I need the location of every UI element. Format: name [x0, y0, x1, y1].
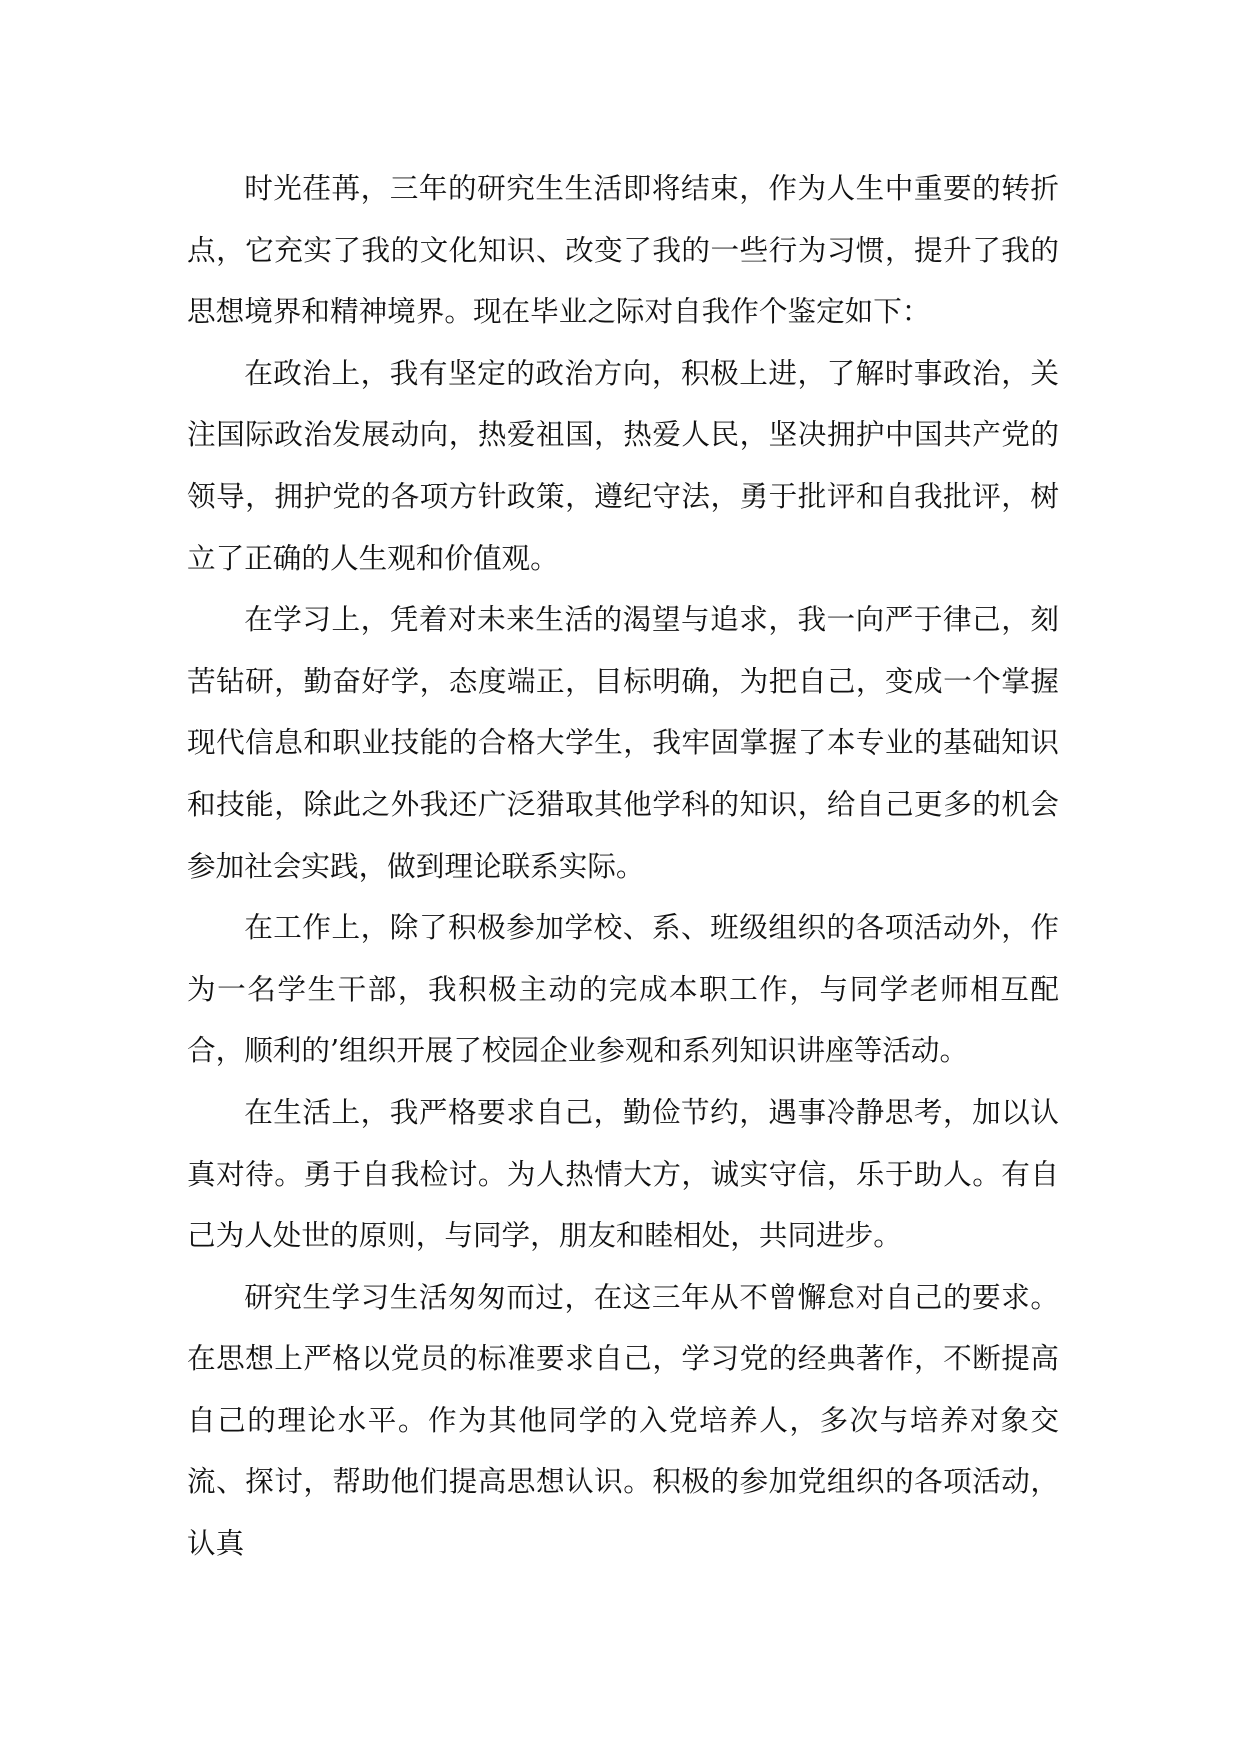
- paragraph-intro: 时光荏苒，三年的研究生生活即将结束，作为人生中重要的转折点，它充实了我的文化知识、改变了我的一些行为习惯，提升了我的思想境界和精神境界。现在毕业之际对自我作个鉴定如下：: [187, 171, 1059, 329]
- paragraph-study: 在学习上，凭着对未来生活的渴望与追求，我一向严于律己，刻苦钻研，勤奋好学，态度端正，目标明确，为把自己，变成一个掌握现代信息和职业技能的合格大学生，我牢固掌握了本专业的基础知识和技能，除此之外我还广泛猎取其他学科的知识，给自己更多的机会参加社会实践，做到理论联系实际。: [187, 602, 1059, 883]
- paragraph-life: 在生活上，我严格要求自己，勤俭节约，遇事冷静思考，加以认真对待。勇于自我检讨。为人热情大方，诚实守信，乐于助人。有自己为人处世的原则，与同学，朋友和睦相处，共同进步。: [187, 1094, 1059, 1253]
- paragraph-graduate-study: 研究生学习生活匆匆而过，在这三年从不曾懈怠对自己的要求。在思想上严格以党员的标准要求自己，学习党的经典著作，不断提高自己的理论水平。作为其他同学的入党培养人，多次与培养对象交流、探讨，帮助他们提高思想认识。积极的参加党组织的各项活动，认真: [187, 1279, 1059, 1561]
- paragraph-politics: 在政治上，我有坚定的政治方向，积极上进，了解时事政治，关注国际政治发展动向，热爱祖国，热爱人民，坚决拥护中国共产党的领导，拥护党的各项方针政策，遵纪守法，勇于批评和自我批评，树立了正确的人生观和价值观。: [187, 355, 1059, 575]
- paragraph-work: 在工作上，除了积极参加学校、系、班级组织的各项活动外，作为一名学生干部，我积极主动的完成本职工作，与同学老师相互配合，顺利的’组织开展了校园企业参观和系列知识讲座等活动。: [187, 910, 1059, 1068]
- document-body: [187, 158, 1059, 1575]
